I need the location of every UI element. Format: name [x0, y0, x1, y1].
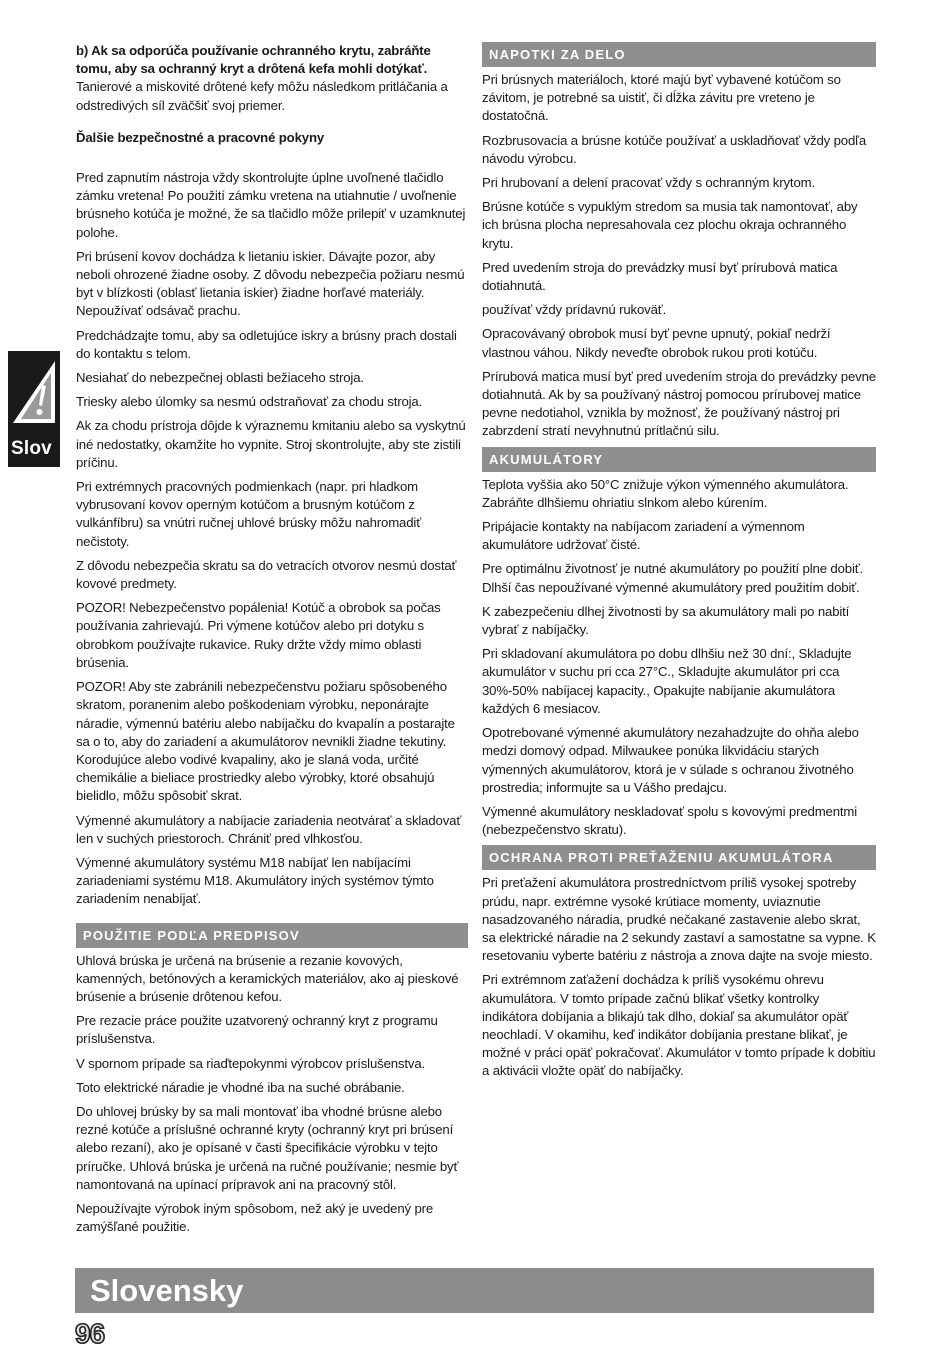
- safety-paragraph: Pri extrémnych pracovných podmienkach (napr. pri hladkom vybrusovaní kovov operným kotúčom a brusným kotúčom z vulkánfíbru) sa vnútri ručnej uhlové brúsky môžu nahromadiť nečistoty.: [76, 479, 421, 549]
- usage-paragraph: Toto elektrické náradie je vhodné iba na suché obrábanie.: [76, 1079, 405, 1095]
- tips-paragraph: Pred uvedením stroja do prevádzky musí byť prírubová matica dotiahnutá.: [482, 259, 838, 294]
- safety-paragraphs: [76, 169, 468, 909]
- intro-text: Tanierové a miskovité drôtené kefy môžu následkom pritláčania a odstredivých síl zväčšiť svoj priemer.: [76, 79, 448, 113]
- safety-paragraph: POZOR! Aby ste zabránili nebezpečenstvu požiaru spôsobeného skratom, poranenim alebo poškodeniam výrobku, neponárajte náradie, výmennú batériu alebo nabíjačku do kvapalín a postarajte sa o to, aby do zariadení a akumulátorov nevnikli žiadne tekutiny. Korodujúce alebo vodivé kvapaliny, ako je slaná voda, určité chemikálie a bieliace prostriedky alebo výrobky, ktoré obsahujú bielidlo, môžu spôsobiť skrat.: [76, 679, 455, 804]
- section-header-usage: POUŽITIE PODĽA PREDPISOV: [76, 923, 468, 948]
- battery-paragraph: Pri skladovaní akumulátora po dobu dlhšiu než 30 dní:, Skladujte akumulátor v suchu pri cca 27°C., Skladujte akumulátor pri cca 30%-50% nabíjacej kapacity., Opakujte nabíjanie akumulátora každých 6 mesiacov.: [482, 646, 852, 716]
- battery-paragraph: Opotrebované výmenné akumulátory nezahadzujte do ohňa alebo medzi domový odpad. Milwaukee ponúka likvidáciu starých výmenných akumulátorov, ktorá je v súlade s ochranou životného prostredia; informujte sa u Vášho predajcu.: [482, 725, 859, 795]
- safety-paragraph: Ak za chodu prístroja dôjde k výraznemu kmitaniu alebo sa vyskytnú iné nedostatky, okamžite ho vypnite. Stroj skontrolujte, aby ste zistili príčinu.: [76, 418, 466, 470]
- tips-paragraph: Brúsne kotúče s vypuklým stredom sa musia tak namontovať, aby ich brúsna plocha nepresahovala cez plochu okraja ochranného krytu.: [482, 199, 858, 251]
- section-header-tips: NAPOTKI ZA DELO: [482, 42, 876, 67]
- page-number: 96: [75, 1318, 105, 1349]
- battery-paragraph: Pre optimálnu životnosť je nutné akumulátory po použití plne dobiť. Dlhší čas nepoužívané výmenné akumulátory pred použitím dobiť.: [482, 561, 864, 595]
- footer-language-bar: [75, 1268, 874, 1313]
- tips-paragraph: Opracovávaný obrobok musí byť pevne upnutý, pokiaľ nedrží vlastnou váhou. Nikdy neveďte obrobok rukou proti kotúču.: [482, 326, 831, 360]
- usage-paragraphs: [76, 952, 468, 1237]
- tips-paragraph: Pri brúsnych materiáloch, ktoré majú byť vybavené kotúčom so závitom, je potrebné sa uistiť, či dĺžka závitu pre vreteno je dostatočná.: [482, 72, 841, 124]
- right-column: [482, 42, 876, 1087]
- safety-subheading: Ďalšie bezpečnostné a pracovné pokyny: [76, 129, 325, 145]
- tips-paragraph: používať vždy prídavnú rukoväť.: [482, 302, 667, 318]
- tips-paragraph: Rozbrusovacia a brúsne kotúče používať a uskladňovať vždy podľa návodu výrobcu.: [482, 132, 867, 166]
- safety-paragraph: Nesiahať do nebezpečnej oblasti bežiaceho stroja.: [76, 370, 364, 386]
- battery-paragraph: Pripájacie kontakty na nabíjacom zariadení a výmennom akumulátore udržovať čisté.: [482, 519, 805, 553]
- tips-paragraph: Pri hrubovaní a delení pracovať vždy s ochranným krytom.: [482, 175, 815, 191]
- footer-language-title: Slovensky: [90, 1273, 244, 1308]
- left-column: [76, 42, 468, 1242]
- safety-paragraph: Z dôvodu nebezpečia skratu sa do vetracích otvorov nesmú dostať kovové predmety.: [76, 557, 457, 592]
- battery-paragraph: K zabezpečeniu dlhej životnosti by sa akumulátory mali po nabití vybrať z nabíjačky.: [482, 603, 850, 638]
- overload-paragraph: Pri preťažení akumulátora prostredníctvom príliš vysokej spotreby prúdu, napr. extrémne vysoké krútiace momenty, uviaznutie nasadzovaného náradia, prudké nečakané zastavenie alebo skrat, sa elektrické náradie na 2 sekundy zastaví a samostatne sa vypne. K resetovaniu vyberte batériu z nástroja a znova dajte na svoje miesto.: [482, 875, 876, 964]
- safety-paragraph: Predchádzajte tomu, aby sa odletujúce iskry a brúsny prach dostali do kontaktu s telom.: [76, 327, 457, 361]
- battery-paragraph: Teplota vyššia ako 50°C znižuje výkon výmenného akumulátora. Zabráňte dlhšiemu ohriatiu slnkom alebo kúrením.: [482, 476, 849, 510]
- warning-triangle-icon: [11, 359, 57, 425]
- intro-bold: b) Ak sa odporúča používanie ochranného krytu, zabráňte tomu, aby sa ochranný kryt a drôtená kefa mohli dotýkať.: [76, 43, 431, 77]
- tips-paragraphs: [482, 71, 876, 441]
- usage-paragraph: Uhlová brúska je určená na brúsenie a rezanie kovových, kamenných, betónových a keramických materiálov, ako aj pieskové brúsenie a brúsenie drôtenou kefou.: [76, 952, 459, 1004]
- battery-paragraphs: [482, 476, 876, 840]
- safety-paragraph: Pred zapnutím nástroja vždy skontrolujte úplne uvoľnené tlačidlo zámku vretena! Po použití zámku vretena na utiahnutie / uvoľnenie brúsneho kotúča je možné, že sa tlačidlo môže prilepiť v uzamknutej polohe.: [76, 170, 466, 240]
- tips-paragraph: Prírubová matica musí byť pred uvedením stroja do prevádzky pevne dotiahnutá. Ak by sa používaný nástroj pomocou prírubovej matice pevne nedotiahol, vznikla by možnosť, že používaný nástroj pri zabrzdení stratí nevyhnutnú prítlačnú silu.: [482, 368, 876, 439]
- usage-paragraph: Pre rezacie práce použite uzatvorený ochranný kryt z programu príslušenstva.: [76, 1013, 438, 1047]
- safety-paragraph: Pri brúsení kovov dochádza k lietaniu iskier. Dávajte pozor, aby neboli ohrozené žiadne osoby. Z dôvodu nebezpečia požiaru nesmú byt v blízkosti (oblasť lietania iskier) žiadne horľavé materiály. Nepoužívať odsávač prachu.: [76, 248, 465, 319]
- safety-paragraph: Triesky alebo úlomky sa nesmú odstraňovať za chodu stroja.: [76, 394, 423, 410]
- safety-paragraph: Výmenné akumulátory a nabíjacie zariadenia neotvárať a skladovať len v suchých priestoroch. Chrániť pred vlhkosťou.: [76, 812, 462, 846]
- language-side-tab: [8, 351, 60, 467]
- side-tab-label: Slov: [11, 438, 52, 459]
- section-header-batteries: AKUMULÁTORY: [482, 447, 876, 472]
- usage-paragraph: Do uhlovej brúsky by sa mali montovať iba vhodné brúsne alebo rezné kotúče a príslušné ochranné kryty (ochranný kryt pri brúsení alebo rezaní), ako je opísané v časti špecifikácie výrobku v tejto príručke. Uhlová brúska je určená na ručné používanie; nesmie byť namontovaná na upínací prípravok ani na pracovný stôl.: [76, 1103, 459, 1192]
- safety-paragraph: Výmenné akumulátory systému M18 nabíjať len nabíjacími zariadeniami systému M18. Akumulátory iných systémov týmto zariadením nenabíjať.: [76, 854, 434, 907]
- usage-paragraph: V spornom prípade sa riaďtepokynmi výrobcov príslušenstva.: [76, 1055, 426, 1071]
- intro-bold-paragraph: [76, 42, 468, 115]
- usage-paragraph: Nepoužívajte výrobok iným spôsobom, než aký je uvedený pre zamýšľané použitie.: [76, 1200, 434, 1235]
- overload-paragraphs: [482, 874, 876, 1080]
- battery-paragraph: Výmenné akumulátory neskladovať spolu s kovovými predmentmi (nebezpečenstvo skratu).: [482, 803, 858, 838]
- section-header-overload: OCHRANA PROTI PREŤAŽENIU AKUMULÁTORA: [482, 845, 876, 870]
- safety-paragraph: POZOR! Nebezpečenstvo popálenia! Kotúč a obrobok sa počas používania zahrievajú. Pri výmene kotúčov alebo pri dotyku s obrobkom používajte rukavice. Ruky držte vždy mimo oblasti brúsenia.: [76, 600, 441, 670]
- overload-paragraph: Pri extrémnom zaťažení dochádza k príliš vysokému ohrevu akumulátora. V tomto prípade začnú blikať všetky kontrolky indikátora dobíjania a blikajú tak dlho, dokiaľ sa akumulátor opäť neochladí. V okamihu, keď indikátor dobíjania prestane blikať, je možné v práci opäť pokračovať. Akumulátor v tomto prípade k dobitiu a aktivácii vložte opäť do nabíjačky.: [482, 972, 876, 1079]
